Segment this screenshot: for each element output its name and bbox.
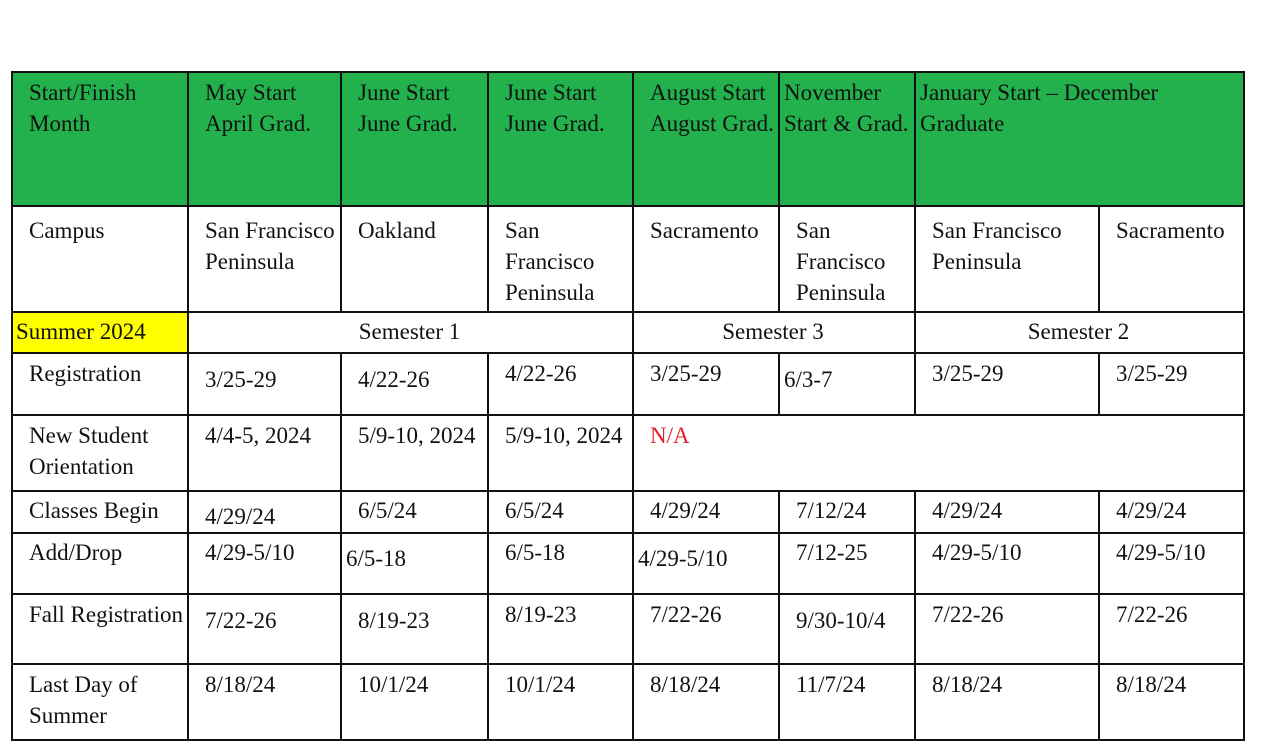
header-january-start: January Start – December Graduate (915, 72, 1244, 206)
date-cell: 4/4-5, 2024 (188, 415, 341, 491)
row-label: Last Day of Summer (12, 664, 188, 740)
date-cell: 4/29-5/10 (188, 533, 341, 594)
date-cell: 10/1/24 (488, 664, 633, 740)
header-november-start: November Start & Grad. (779, 72, 915, 206)
header-row (12, 72, 1244, 206)
date-value: 4/29-5/10 (638, 546, 728, 571)
date-cell: 8/18/24 (188, 664, 341, 740)
date-cell: 8/18/24 (633, 664, 779, 740)
date-cell (633, 533, 779, 594)
date-cell: 3/25-29 (1099, 353, 1244, 415)
campus-cell: San Francisco Peninsula (188, 206, 341, 312)
campus-row (12, 206, 1244, 312)
last-day-row (12, 664, 1244, 740)
date-cell: 6/5-18 (488, 533, 633, 594)
date-cell (341, 594, 488, 664)
date-cell: 3/25-29 (633, 353, 779, 415)
date-value: 9/30-10/4 (796, 608, 886, 633)
date-cell: 8/18/24 (915, 664, 1099, 740)
orientation-row (12, 415, 1244, 491)
date-cell: 6/5/24 (488, 491, 633, 533)
date-cell: 7/22-26 (915, 594, 1099, 664)
date-cell: 4/29-5/10 (915, 533, 1099, 594)
registration-row (12, 353, 1244, 415)
header-start-finish: Start/Finish Month (12, 72, 188, 206)
date-cell: 4/29-5/10 (1099, 533, 1244, 594)
classes-begin-row (12, 491, 1244, 533)
date-cell (188, 353, 341, 415)
date-cell: 11/7/24 (779, 664, 915, 740)
date-cell: 10/1/24 (341, 664, 488, 740)
date-cell: 7/22-26 (1099, 594, 1244, 664)
header-august-start: August Start August Grad. (633, 72, 779, 206)
date-cell (779, 353, 915, 415)
term-label-summer-2024: Summer 2024 (12, 312, 188, 353)
date-cell: 6/5/24 (341, 491, 488, 533)
term-row (12, 312, 1244, 353)
date-cell: 4/29/24 (1099, 491, 1244, 533)
fall-registration-row (12, 594, 1244, 664)
date-cell: 5/9-10, 2024 (488, 415, 633, 491)
header-june-start-sf: June Start June Grad. (488, 72, 633, 206)
date-cell: 4/29/24 (915, 491, 1099, 533)
date-cell: 7/22-26 (633, 594, 779, 664)
date-cell: 8/18/24 (1099, 664, 1244, 740)
date-value: 4/22-26 (358, 367, 430, 392)
header-may-start: May Start April Grad. (188, 72, 341, 206)
row-label: Registration (12, 353, 188, 415)
date-value: 7/22-26 (205, 608, 277, 633)
row-label: Classes Begin (12, 491, 188, 533)
date-cell: 7/12-25 (779, 533, 915, 594)
date-cell: 8/19-23 (488, 594, 633, 664)
date-value: 4/29/24 (205, 504, 276, 529)
campus-cell: Oakland (341, 206, 488, 312)
campus-cell: San Francisco Peninsula (915, 206, 1099, 312)
row-label: Fall Registration (12, 594, 188, 664)
date-cell: 5/9-10, 2024 (341, 415, 488, 491)
header-june-start-oakland: June Start June Grad. (341, 72, 488, 206)
semester-1-band: Semester 1 (188, 312, 633, 353)
date-cell: 7/12/24 (779, 491, 915, 533)
date-value: 8/19-23 (358, 608, 430, 633)
date-cell: 3/25-29 (915, 353, 1099, 415)
add-drop-row (12, 533, 1244, 594)
not-applicable-cell (633, 415, 1244, 491)
row-label: Add/Drop (12, 533, 188, 594)
date-value: 3/25-29 (205, 367, 277, 392)
date-value: 6/5-18 (346, 546, 407, 571)
campus-cell: San Francisco Peninsula (488, 206, 633, 312)
semester-3-band: Semester 3 (633, 312, 915, 353)
row-label: New Student Orientation (12, 415, 188, 491)
campus-cell: Sacramento (1099, 206, 1244, 312)
campus-cell: San Francisco Peninsula (779, 206, 915, 312)
date-cell (341, 353, 488, 415)
date-cell (341, 533, 488, 594)
date-cell: 4/29/24 (633, 491, 779, 533)
academic-calendar-table (11, 71, 1245, 741)
date-cell (188, 594, 341, 664)
campus-label: Campus (12, 206, 188, 312)
date-value: 6/3-7 (784, 367, 833, 392)
semester-2-band: Semester 2 (915, 312, 1244, 353)
not-applicable-text: N/A (650, 423, 690, 448)
date-cell (188, 491, 341, 533)
date-cell (779, 594, 915, 664)
campus-cell: Sacramento (633, 206, 779, 312)
date-cell: 4/22-26 (488, 353, 633, 415)
